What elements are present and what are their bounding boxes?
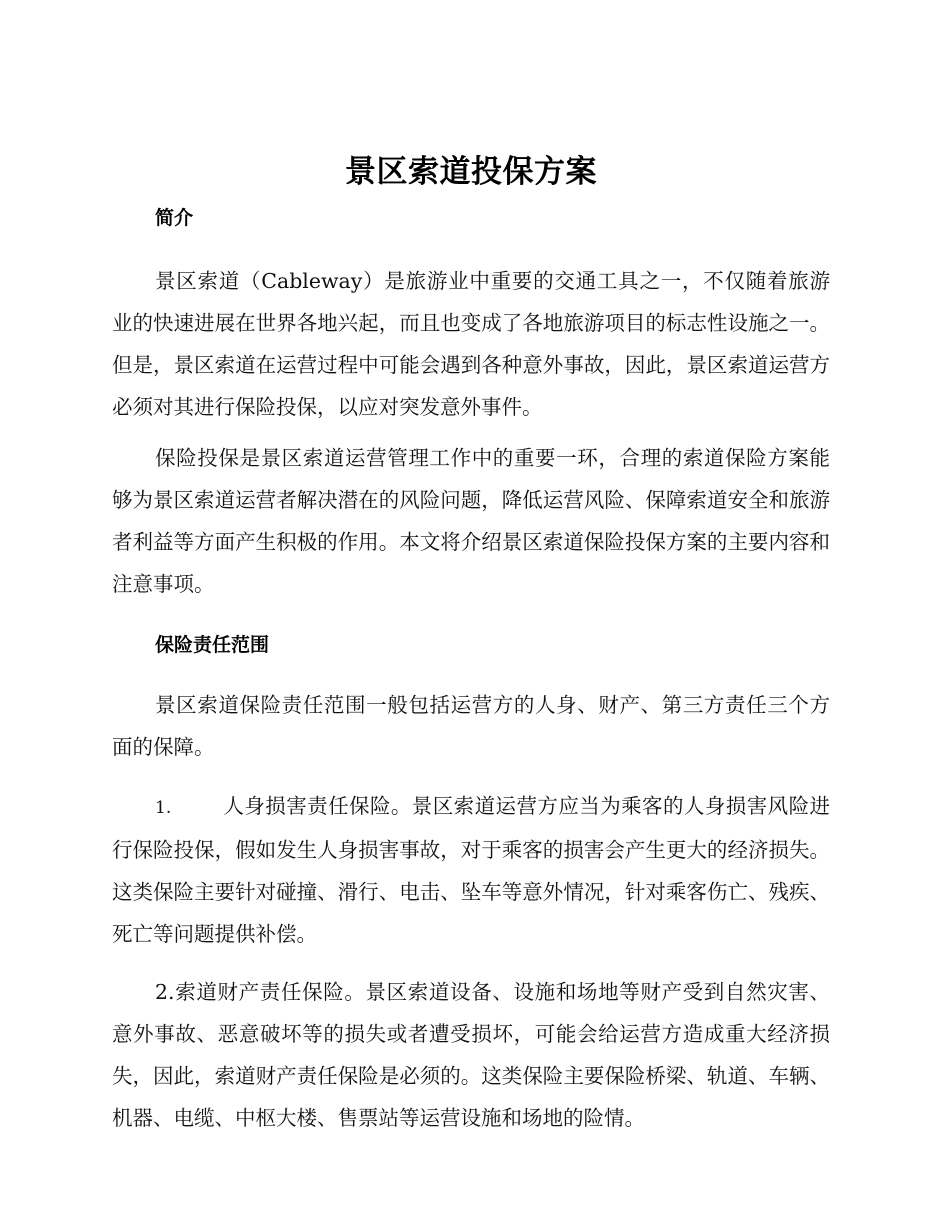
intro-paragraph-2: 保险投保是景区索道运营管理工作中的重要一环，合理的索道保险方案能够为景区索道运营者解决潜在的风险问题，降低运营风险、保障索道安全和旅游者利益等方面产生积极的作用。本文将介绍景区索道保险投保方案的主要内容和注意事项。	[112, 446, 830, 596]
list-item-personal-injury	[112, 785, 830, 955]
document-page	[112, 148, 830, 1139]
section-heading-coverage-scope: 保险责任范围	[155, 634, 270, 656]
intro-paragraph-1: 景区索道（Cableway）是旅游业中重要的交通工具之一，不仅随着旅游业的快速进展在世界各地兴起，而且也变成了各地旅游项目的标志性设施之一。但是，景区索道在运营过程中可能会遇到各种意外事故，因此，景区索道运营方必须对其进行保险投保，以应对突发意外事件。	[112, 269, 830, 419]
list-item-number: 1.	[155, 798, 172, 818]
list-item-property-liability: 2.索道财产责任保险。景区索道设备、设施和场地等财产受到自然灾害、意外事故、恶意破坏等的损失或者遭受损坏，可能会给运营方造成重大经济损失，因此，索道财产责任保险是必须的。这类保险主要保险桥梁、轨道、车辆、机器、电缆、中枢大楼、售票站等运营设施和场地的险情。	[112, 980, 830, 1130]
section-heading-intro: 简介	[155, 207, 194, 229]
list-item-text: 人身损害责任保险。景区索道运营方应当为乘客的人身损害风险进行保险投保，假如发生人身损害事故，对于乘客的损害会产生更大的经济损失。这类保险主要针对碰撞、滑行、电击、坠车等意外情况，针对乘客伤亡、残疾、死亡等问题提供补偿。	[112, 794, 830, 946]
coverage-scope-paragraph: 景区索道保险责任范围一般包括运营方的人身、财产、第三方责任三个方面的保障。	[112, 693, 830, 759]
document-title: 景区索道投保方案	[345, 154, 597, 190]
